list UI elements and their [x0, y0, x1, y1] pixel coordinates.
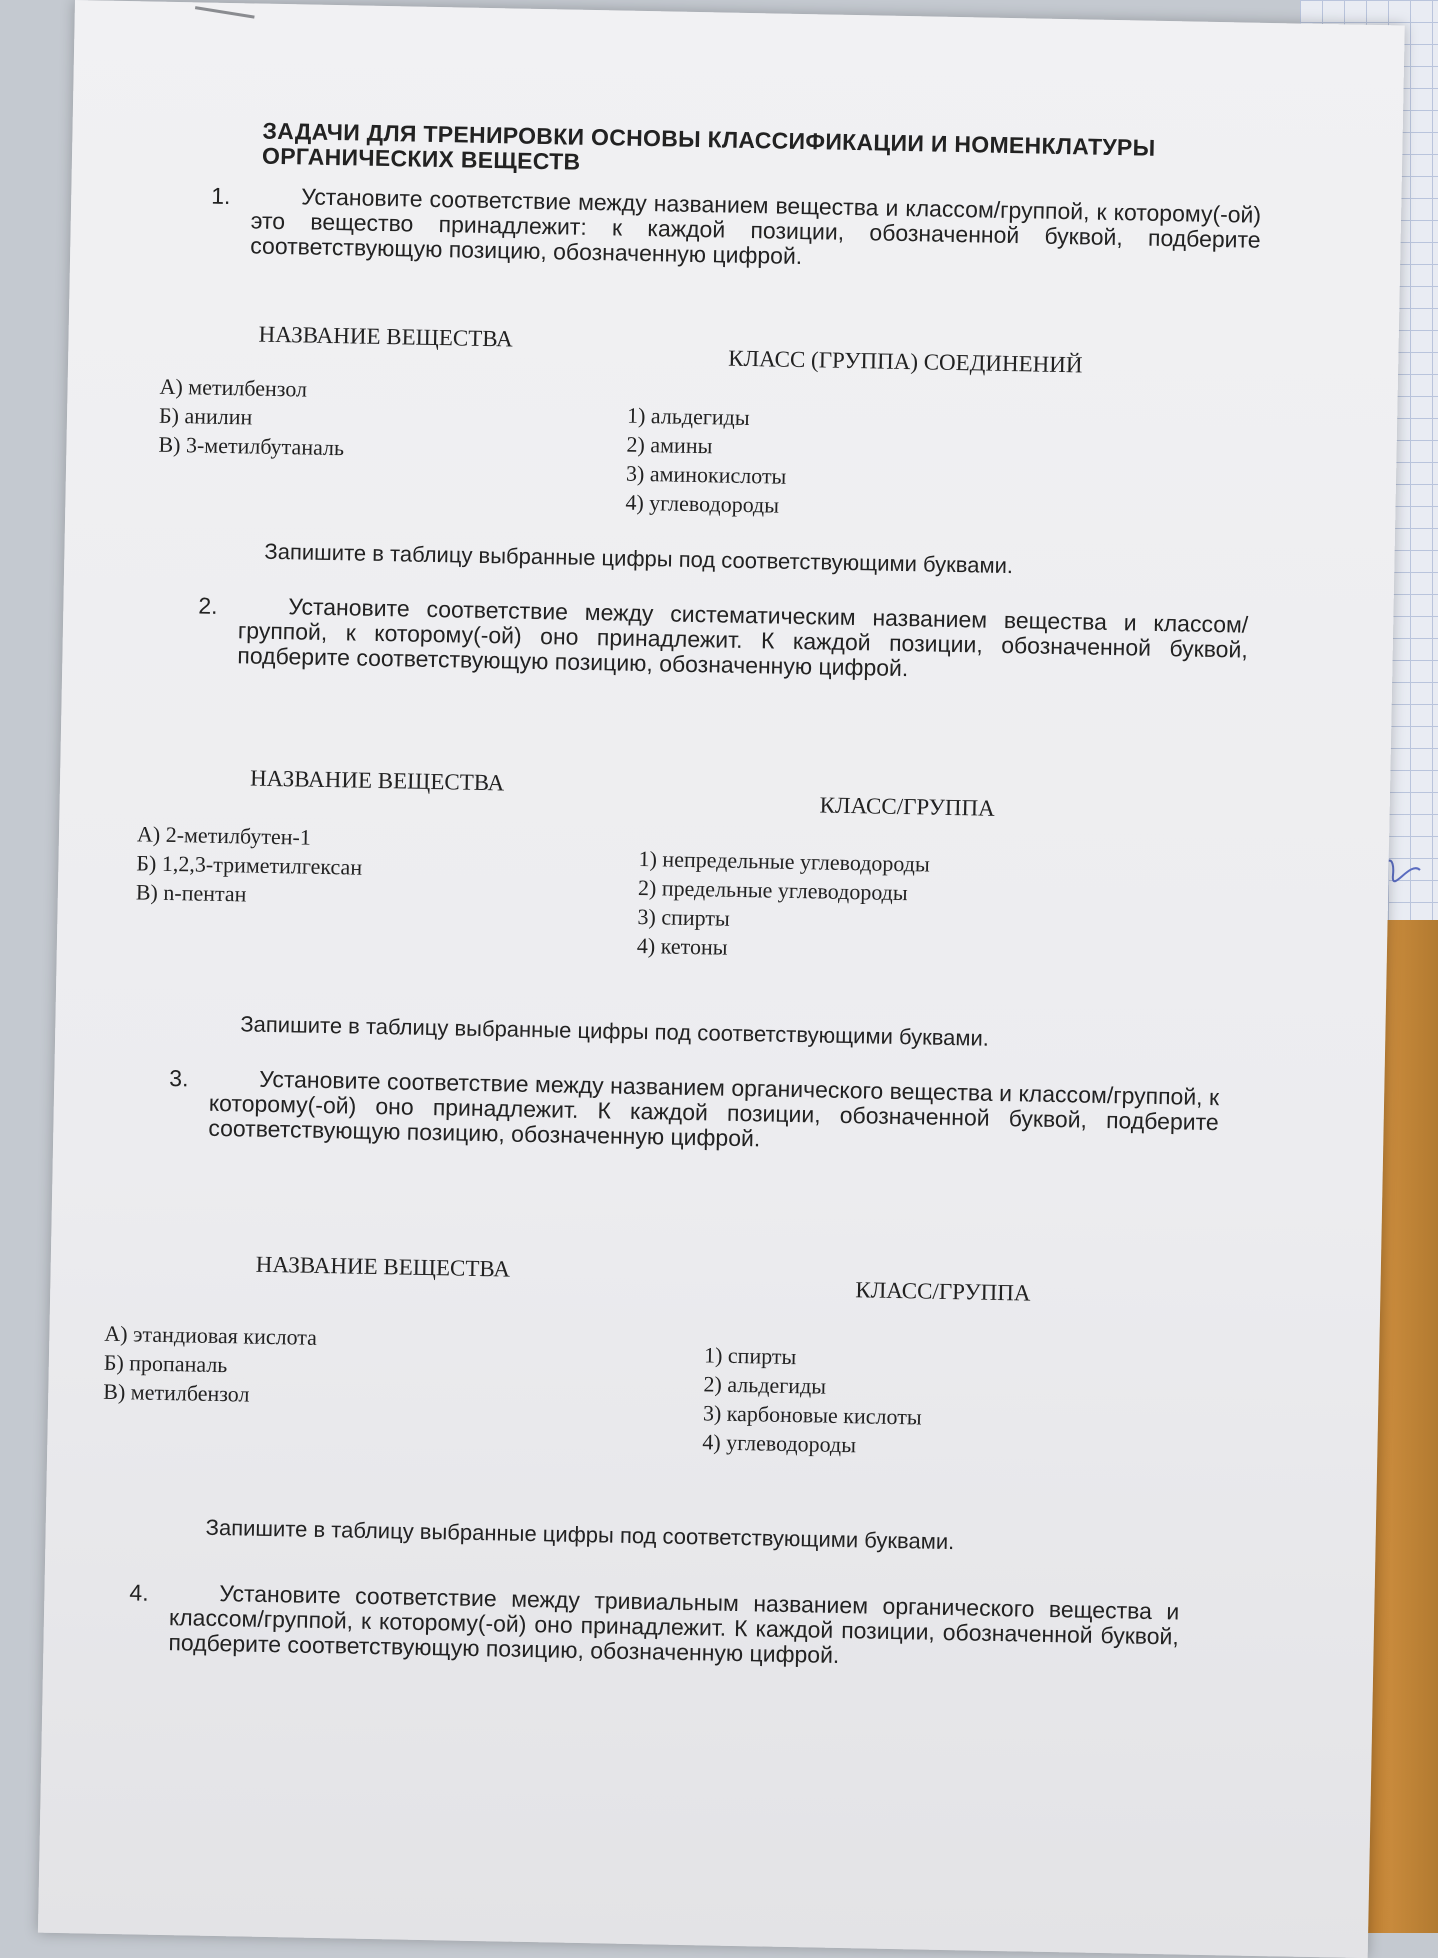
- list-item: 1) спирты: [703, 1342, 797, 1370]
- list-item: Б) пропаналь: [103, 1349, 228, 1378]
- list-item: А) метилбензол: [159, 373, 308, 402]
- instruction-text: Запишите в таблицу выбранные цифры под соответствующими буквами.: [264, 538, 1014, 579]
- list-item: А) этандиовая кислота: [104, 1320, 318, 1350]
- list-item: 3) спирты: [637, 903, 730, 931]
- right-column-heading: КЛАСС/ГРУППА: [819, 792, 996, 821]
- left-column-heading: НАЗВАНИЕ ВЕЩЕСТВА: [258, 321, 514, 352]
- right-column-heading: КЛАСС/ГРУППА: [855, 1277, 1031, 1306]
- task-3: [168, 1065, 1219, 1160]
- class-list: [702, 1340, 923, 1460]
- list-item: 2) альдегиды: [703, 1371, 827, 1399]
- task-number: 4.: [129, 1579, 149, 1606]
- list-item: 4) углеводороды: [625, 489, 780, 518]
- right-column-heading: КЛАСС (ГРУППА) СОЕДИНЕНИЙ: [728, 345, 1083, 378]
- list-item: 2) амины: [626, 431, 713, 459]
- list-item: 1) непредельные углеводороды: [638, 845, 931, 877]
- class-list: [637, 844, 930, 966]
- list-item: 3) карбоновые кислоты: [702, 1400, 922, 1430]
- task-1: [210, 183, 1261, 278]
- left-column-heading: НАЗВАНИЕ ВЕЩЕСТВА: [249, 765, 505, 796]
- worksheet-page: [38, 0, 1405, 1958]
- task-number: 3.: [169, 1065, 189, 1092]
- list-item: В) метилбензол: [103, 1378, 250, 1407]
- list-item: Б) 1,2,3-триметилгексан: [136, 850, 363, 880]
- substance-list: [103, 1319, 317, 1410]
- substance-list: [136, 819, 363, 910]
- list-item: 3) аминокислоты: [625, 460, 787, 489]
- pencil-mark: [195, 6, 255, 18]
- task-text: Установите соответствие между тривиальным названием органического вещества и классом/группой, к которому(-ой) оно принадлежит. К каждой позиции, обозначенной буквой, подберите соответствующую позицию, обозначенную цифрой.: [168, 1580, 1180, 1668]
- class-list: [625, 401, 788, 520]
- list-item: 4) кетоны: [636, 932, 728, 960]
- list-item: Б) анилин: [158, 402, 253, 430]
- task-text: Установите соответствие между названием вещества и классом/группой, к которому(-ой) это вещество принадлежит: к каждой позиции, обозначенной буквой, подберите соответствующую позицию, обозначенную цифрой.: [250, 183, 1262, 270]
- task-4: [128, 1579, 1179, 1674]
- list-item: 4) углеводороды: [702, 1429, 857, 1458]
- substance-list: [158, 372, 345, 463]
- left-column-heading: НАЗВАНИЕ ВЕЩЕСТВА: [255, 1251, 511, 1282]
- instruction-text: Запишите в таблицу выбранные цифры под соответствующими буквами.: [240, 1011, 990, 1051]
- task-number: 1.: [211, 182, 231, 210]
- worksheet-title: ЗАДАЧИ ДЛЯ ТРЕНИРОВКИ ОСНОВЫ КЛАССИФИКАЦИИ И НОМЕНКЛАТУРЫ ОРГАНИЧЕСКИХ ВЕЩЕСТВ: [261, 117, 1156, 175]
- list-item: 1) альдегиды: [626, 402, 750, 431]
- task-text: Установите соответствие между систематическим названием вещества и классом/группой, к которому(-ой) оно принадлежит. К каждой позиции, обозначенной буквой, подберите соответствующую позицию, обозначенную цифрой.: [237, 593, 1249, 682]
- task-2: [197, 592, 1248, 687]
- task-number: 2.: [198, 592, 218, 619]
- list-item: 2) предельные углеводороды: [637, 874, 908, 906]
- list-item: В) n-пентан: [135, 879, 247, 907]
- task-text: Установите соответствие между названием органического вещества и классом/группой, к которому(-ой) оно принадлежит. К каждой позиции, обозначенной буквой, подберите соответствующую позицию, обозначенную цифрой.: [208, 1065, 1220, 1152]
- instruction-text: Запишите в таблицу выбранные цифры под соответствующими буквами.: [205, 1514, 955, 1555]
- list-item: А) 2-метилбутен-1: [136, 821, 312, 850]
- list-item: В) 3-метилбутаналь: [158, 431, 345, 461]
